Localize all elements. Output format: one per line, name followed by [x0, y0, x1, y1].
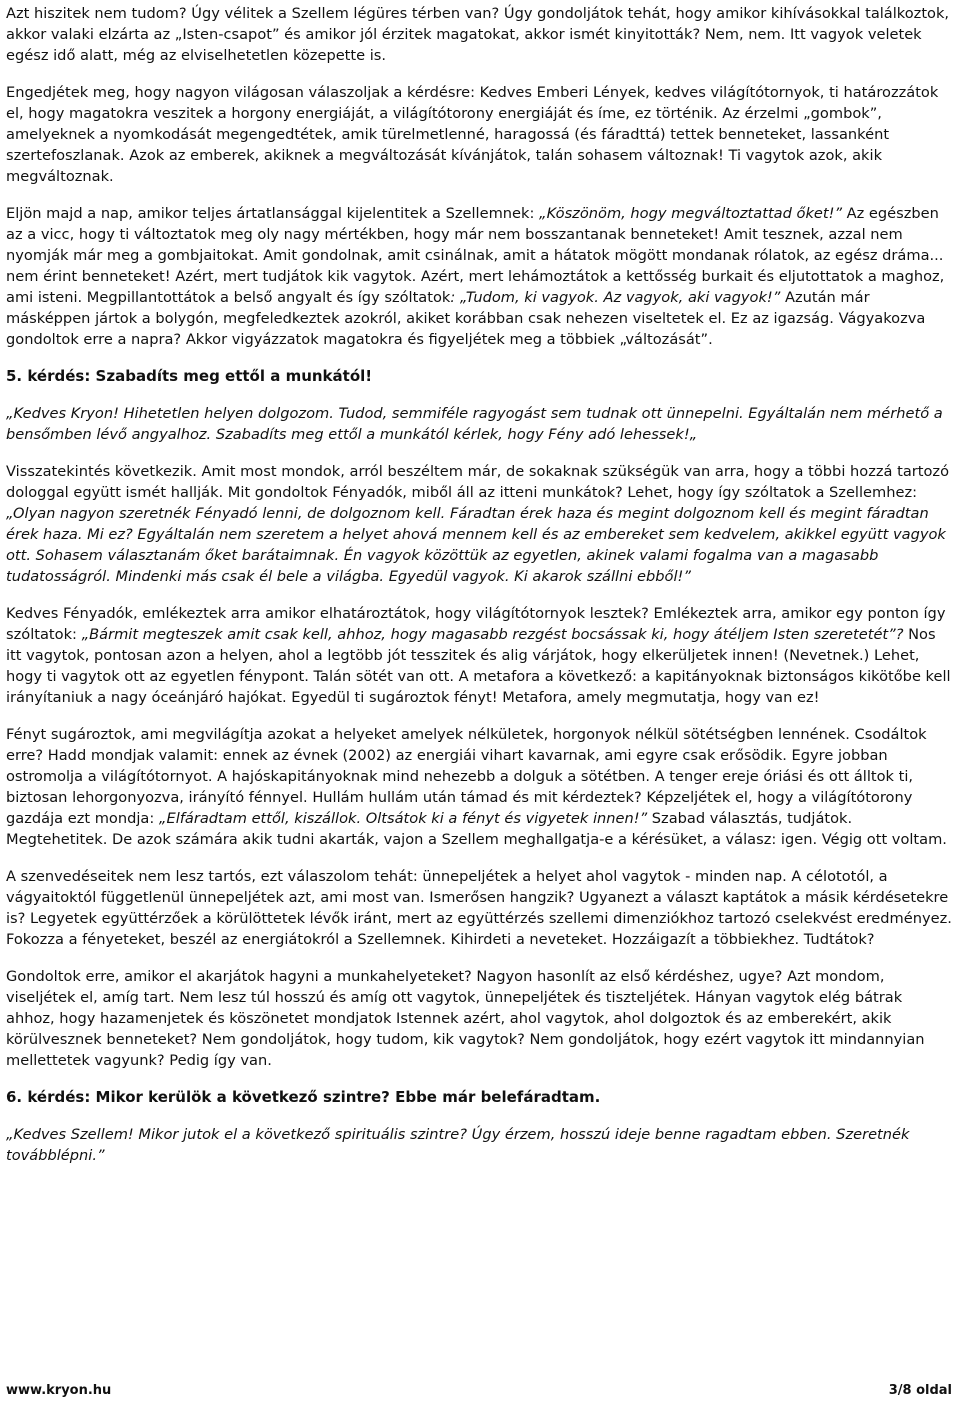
body-text: Fényt sugároztok, ami megvilágítja azokat a helyeket amelyek nélkületek, horgonyok nélkül sötétségben lennének. Csodáltok erre? Hadd mondjak valamit: ennek az évnek (2002) az energiái vihart kavarnak, ami egyre csak erősödik. Egyre jobban ostromolja a világítótornyot. A hajóskapitányoknak mind nehezebb a dolguk a sötétben. A tenger ereje óriási és ott álltok ti, biztosan lehorgonyozva, irányító fénnyel. Hullám hullám után támad és mit kérdeztek? Képzeljétek el, hogy a világítótorony gazdája ezt mondja:	[6, 726, 927, 827]
body-text: Gondoltok erre, amikor el akarjátok hagyni a munkahelyeteket? Nagyon hasonlít az első kérdéshez, ugye? Azt mondom, viseljétek el, amíg tart. Nem lesz túl hosszú és amíg ott vagytok, ünnepeljétek és tiszteljétek. Hányan vagytok elég bátrak ahhoz, hogy hazamenjetek és köszönetet mondjatok Istennek azért, ahol vagytok, ahol dolgoztok és az emberekért, akik körülvesznek benneteket? Nem gondoljátok, hogy tudom, kik vagytok? Nem gondoljátok, hogy ezért vagytok itt mindannyian mellettetek vagyunk? Pedig így van.	[6, 968, 925, 1069]
document-page	[6, 3, 954, 1182]
body-text: Azt hiszitek nem tudom? Úgy vélitek a Szellem légüres térben van? Úgy gondoljátok tehát, hogy amikor kihívásokkal találkoztok, akkor valaki elzárta az „Isten-csapot” és amikor jól érzitek magatokat, akkor ismét kinyitották? Nem, nem. Itt vagyok veletek egész idő alatt, még az elviselhetetlen közepette is.	[6, 5, 950, 64]
body-text: Engedjétek meg, hogy nagyon világosan válaszoljak a kérdésre: Kedves Emberi Lények, kedves világítótornyok, ti határozzátok el, hogy magatokra veszitek a horgony energiáját, a világítótorony energiáját és íme, ez történik. Az érzelmi „gombok”, amelyeknek a nyomkodását megengedtétek, amik türelmetlenné, haragossá (és fáradttá) tettek benneteket, lassanként szertefoszlanak. Azok az emberek, akiknek a megváltozását kívánjátok, talán sohasem változnak! Ti vagytok azok, akik megváltoznak.	[6, 84, 939, 185]
body-text: A szenvedéseitek nem lesz tartós, ezt válaszolom tehát: ünnepeljétek a helyet ahol vagytok - minden nap. A célototól, a vágyaitoktól függetlenül ünnepeljétek azt, ami most van. Ismerősen hangzik? Ugyanezt a választ kaptátok a másik kérdésetekre is? Legyetek együttérzőek a körülöttetek lévők iránt, mert az együttérzés szellemi dimenziókhoz tartozó cselekvést eredményez. Fokozza a fényeteket, beszél az energiátokról a Szellemnek. Kihirdeti a neveteket. Hozzáigazít a többiekhez. Tudtátok?	[6, 868, 952, 948]
body-text: 6. kérdés: Mikor kerülök a következő szintre? Ebbe már belefáradtam.	[6, 1088, 601, 1106]
quote-text: : „Tudom, ki vagyok. Az vagyok, aki vagyok!”	[450, 289, 781, 306]
paragraph	[6, 724, 954, 850]
section-heading	[6, 366, 954, 387]
paragraph	[6, 866, 954, 950]
page-footer	[6, 1383, 952, 1399]
quote-text: „Bármit megteszek amit csak kell, ahhoz, hogy magasabb rezgést bocsássak ki, hogy átéljem Isten szeretetét”?	[81, 626, 904, 643]
paragraph	[6, 203, 954, 350]
body-text: Visszatekintés következik. Amit most mondok, arról beszéltem már, de sokaknak szükségük van arra, hogy a többi hozzá tartozó dologgal együtt ismét hallják. Mit gondoltok Fényadók, miből áll az itteni munkátok? Lehet, hogy így szóltatok a Szellemhez:	[6, 463, 949, 501]
paragraph	[6, 3, 954, 66]
footer-page-number: 3/8 oldal	[888, 1383, 952, 1398]
quote-text: „Olyan nagyon szeretnék Fényadó lenni, de dolgoznom kell. Fáradtan érek haza és megint dolgoznom kell és megint fáradtan érek haza. Mi ez? Egyáltalán nem szeretem a helyet ahová mennem kell és az embereket sem kedvelem, akikkel együtt vagyok ott. Sohasem választanám őket barátaimnak. Én vagyok közöttük az egyetlen, akinek valami fogalma van a magasabb tudatosságról. Mindenki más csak él bele a világba. Egyedül vagyok. Ki akarok szállni ebből!”	[6, 505, 946, 585]
paragraph	[6, 403, 954, 445]
body-text: Nos itt vagytok, pontosan azon a helyen, ahol a legtöbb jót tesszitek és alig várjátok, hogy elkerüljetek innen! (Nevetnek.) Lehet, hogy ti vagytok ott az egyetlen fénypont. Talán sötét van ott. A metafora a következő: a kapitányoknak biztonságos kikötőbe kell irányítaniuk a nagy óceánjáró hajókat. Egyedül ti sugároztok fényt! Metafora, amely megmutatja, hogy van ez!	[6, 626, 951, 706]
footer-site: www.kryon.hu	[6, 1383, 112, 1398]
paragraph	[6, 603, 954, 708]
body-text: 5. kérdés: Szabadíts meg ettől a munkától!	[6, 367, 373, 385]
body-text: Eljön majd a nap, amikor teljes ártatlansággal kijelentitek a Szellemnek:	[6, 205, 540, 222]
paragraph	[6, 82, 954, 187]
quote-text: „Kedves Kryon! Hihetetlen helyen dolgozom. Tudod, semmiféle ragyogást sem tudnak ott ünnepelni. Egyáltalán nem mérhető a bensőmben lévő angyalhoz. Szabadíts meg ettől a munkától kérlek, hogy Fény adó lehessek!„	[6, 405, 943, 443]
paragraph	[6, 461, 954, 587]
quote-text: „Kedves Szellem! Mikor jutok el a következő spirituális szintre? Úgy érzem, hosszú ideje benne ragadtam ebben. Szeretnék továbblépni.”	[6, 1126, 910, 1164]
paragraph	[6, 1124, 954, 1166]
body-text: Szabad választás, tudjátok. Megtehetitek. De azok számára akik tudni akarták, vajon a Szellem meghallgatja-e a kérésüket, a válasz: igen. Végig ott voltam.	[6, 810, 947, 848]
paragraph	[6, 966, 954, 1071]
body-text: Azután már másképpen jártok a bolygón, megfeledkeztek azokról, akiket korábban csak nehezen viseltetek el. Ez az igazság. Vágyakozva gondoltok erre a napra? Akkor vigyázzatok magatokra és figyeljétek meg a többiek „változását”.	[6, 289, 926, 348]
quote-text: „Köszönöm, hogy megváltoztattad őket!”	[539, 205, 843, 222]
quote-text: „Elfáradtam ettől, kiszállok. Oltsátok ki a fényt és vigyetek innen!”	[158, 810, 648, 827]
body-text: Az egészben az a vicc, hogy ti változtatok meg oly nagy mértékben, hogy már nem bosszantanak benneteket! Amit tesznek, azzal nem nyomják már meg a gombjaitokat. Amit gondolnak, amit csinálnak, amit a hátatok mögött mondanak rólatok, az egész dráma... nem érint benneteket! Azért, mert tudjátok kik vagytok. Azért, mert lehámoztátok a kettősség burkait és eljutottatok a maghoz, ami isteni. Megpillantottátok a belső angyalt és így szóltatok	[6, 205, 945, 306]
section-heading	[6, 1087, 954, 1108]
body-text: Kedves Fényadók, emlékeztek arra amikor elhatároztátok, hogy világítótornyok lesztek? Emlékeztek arra, amikor egy ponton így szóltatok:	[6, 605, 946, 643]
